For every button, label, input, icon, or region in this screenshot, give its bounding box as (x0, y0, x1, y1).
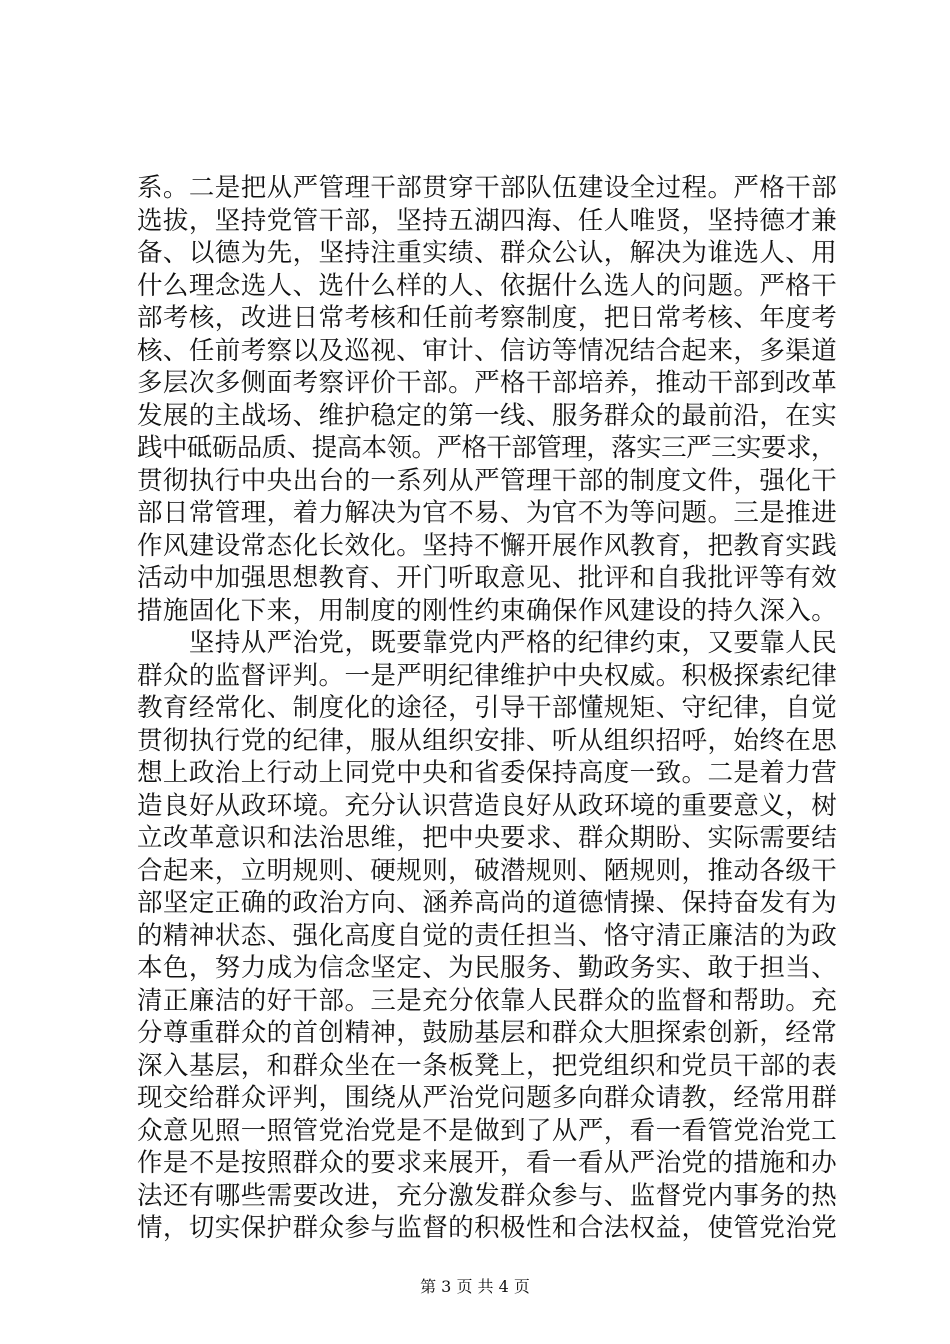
text-line: 分尊重群众的首创精神，鼓励基层和群众大胆探索创新，经常 (137, 1018, 838, 1048)
text-line: 部日常管理，着力解决为官不易、为官不为等问题。三是推进 (137, 498, 838, 528)
text-line: 法还有哪些需要改进，充分激发群众参与、监督党内事务的热 (137, 1180, 838, 1211)
text-line: 教育经常化、制度化的途径，引导干部懂规矩、守纪律，自觉 (137, 693, 838, 723)
text-line: 作风建设常态化长效化。坚持不懈开展作风教育，把教育实践 (137, 530, 838, 561)
text-line: 深入基层，和群众坐在一条板凳上，把党组织和党员干部的表 (137, 1050, 838, 1081)
text-line: 情，切实保护群众参与监督的积极性和合法权益，使管党治党 (137, 1213, 838, 1243)
text-line: 现交给群众评判，围绕从严治党问题多向群众请教，经常用群 (137, 1083, 838, 1113)
body-text (137, 172, 837, 1245)
text-line: 坚持从严治党，既要靠党内严格的纪律约束，又要靠人民 (137, 628, 838, 658)
text-line: 想上政治上行动上同党中央和省委保持高度一致。二是着力营 (137, 758, 838, 788)
text-line: 的精神状态、强化高度自觉的责任担当、恪守清正廉洁的为政 (137, 920, 838, 951)
text-line: 备、以德为先，坚持注重实绩、群众公认，解决为谁选人、用 (137, 238, 838, 268)
text-line: 多层次多侧面考察评价干部。严格干部培养，推动干部到改革 (137, 368, 838, 398)
text-line: 选拔，坚持党管干部，坚持五湖四海、任人唯贤，坚持德才兼 (137, 205, 838, 236)
text-line: 发展的主战场、维护稳定的第一线、服务群众的最前沿，在实 (137, 400, 838, 431)
text-line: 贯彻执行党的纪律，服从组织安排、听从组织招呼，始终在思 (137, 725, 838, 756)
text-line: 作是不是按照群众的要求来展开，看一看从严治党的措施和办 (137, 1148, 838, 1178)
text-line: 群众的监督评判。一是严明纪律维护中央权威。积极探索纪律 (137, 660, 838, 691)
text-line: 立改革意识和法治思维，把中央要求、群众期盼、实际需要结 (137, 823, 838, 853)
text-line: 什么理念选人、选什么样的人、依据什么选人的问题。严格干 (137, 270, 838, 301)
text-line: 清正廉洁的好干部。三是充分依靠人民群众的监督和帮助。充 (137, 985, 838, 1016)
text-line: 活动中加强思想教育、开门听取意见、批评和自我批评等有效 (137, 563, 838, 593)
text-line: 核、任前考察以及巡视、审计、信访等情况结合起来，多渠道 (137, 335, 838, 366)
text-line: 众意见照一照管党治党是不是做到了从严，看一看管党治党工 (137, 1115, 838, 1146)
text-line: 贯彻执行中央出台的一系列从严管理干部的制度文件，强化干 (137, 465, 838, 496)
text-line: 措施固化下来，用制度的刚性约束确保作风建设的持久深入。 (137, 595, 838, 626)
text-line: 部考核，改进日常考核和任前考察制度，把日常考核、年度考 (137, 303, 838, 333)
text-line: 践中砥砺品质、提高本领。严格干部管理，落实三严三实要求， (137, 433, 836, 463)
text-line: 本色，努力成为信念坚定、为民服务、勤政务实、敢于担当、 (137, 953, 838, 983)
text-line: 部坚定正确的政治方向、涵养高尚的道德情操、保持奋发有为 (137, 888, 838, 918)
text-line: 系。二是把从严管理干部贯穿干部队伍建设全过程。严格干部 (137, 173, 838, 203)
text-line: 造良好从政环境。充分认识营造良好从政环境的重要意义，树 (137, 790, 838, 821)
text-line: 合起来，立明规则、硬规则，破潜规则、陋规则，推动各级干 (137, 855, 838, 886)
page-footer: 第 3 页 共 4 页 (420, 1277, 530, 1296)
